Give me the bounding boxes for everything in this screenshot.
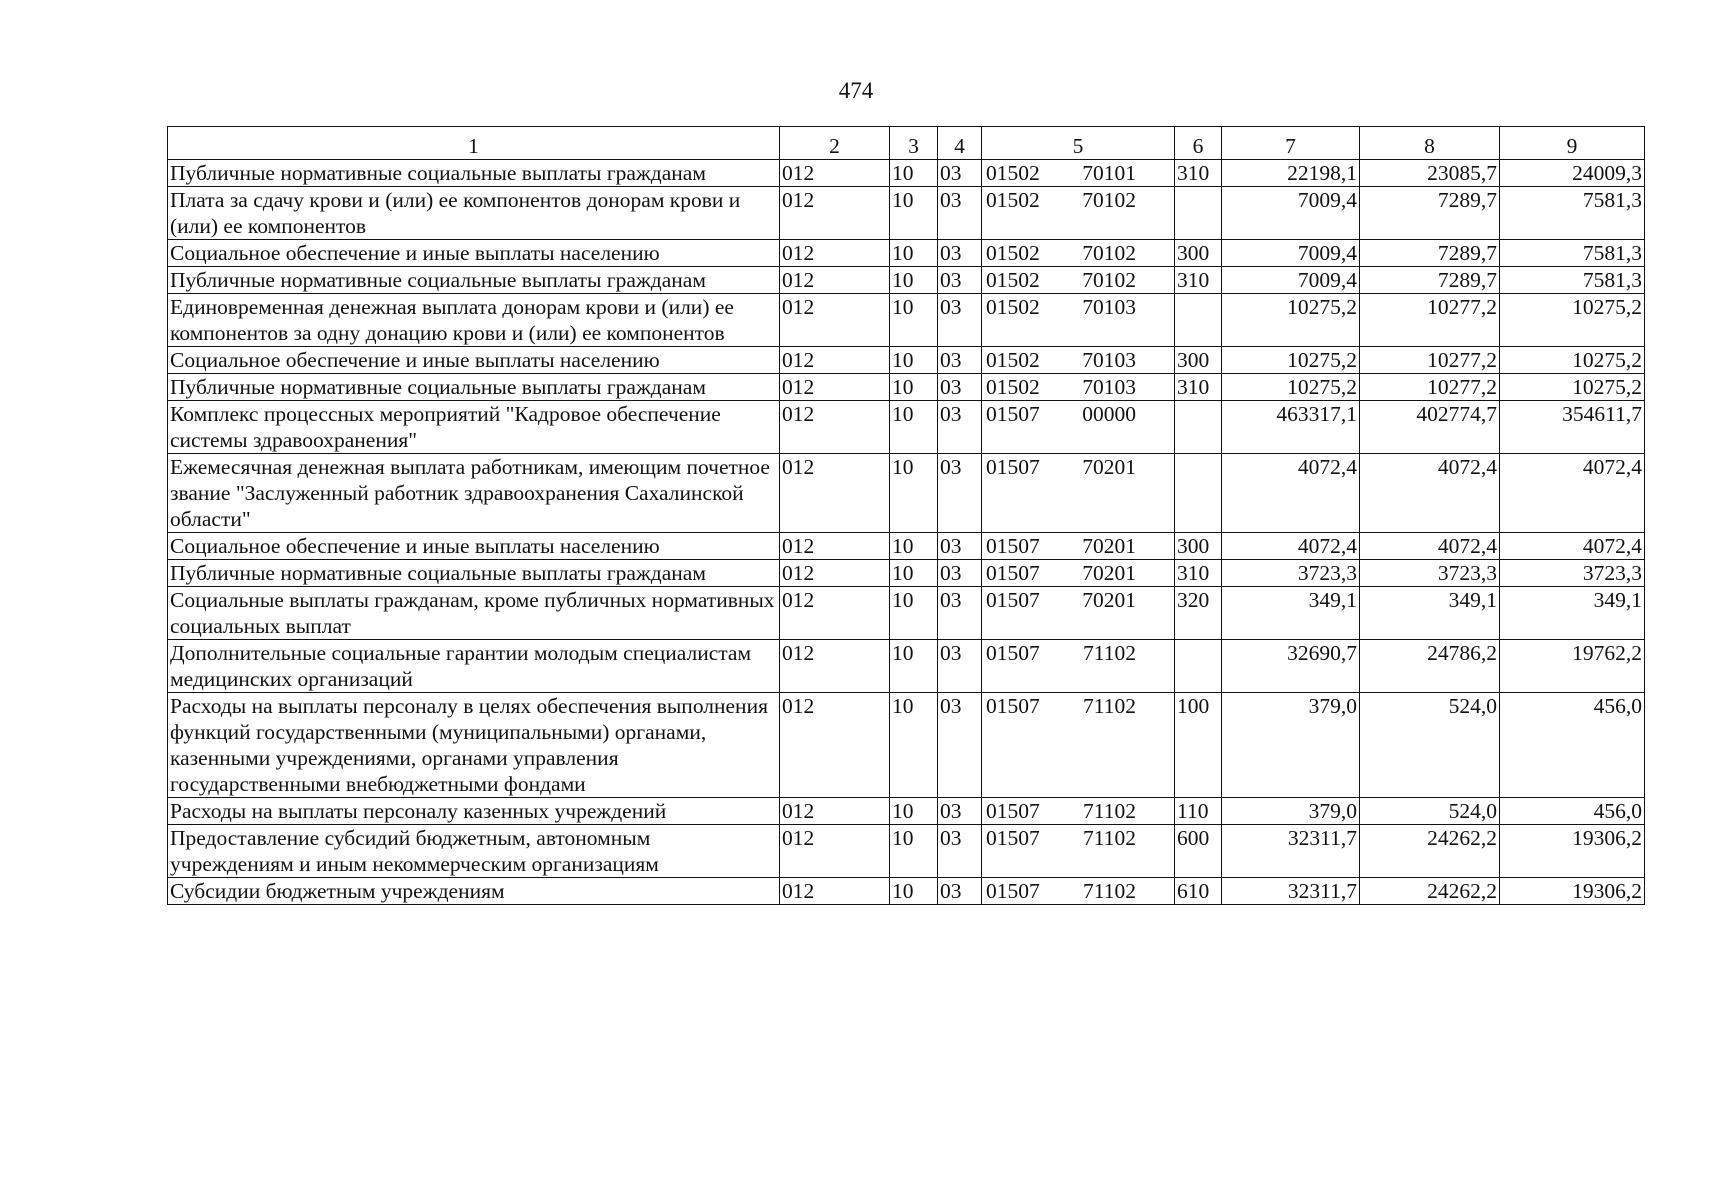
amount-col-8: 4072,4 — [1360, 454, 1500, 533]
code-subsection: 03 — [938, 533, 982, 560]
code-target-article — [982, 187, 1175, 240]
code-expense-type — [1175, 401, 1222, 454]
header-col-5: 5 — [982, 127, 1175, 160]
amount-col-9: 354611,7 — [1500, 401, 1645, 454]
amount-col-9: 10275,2 — [1500, 294, 1645, 347]
code-target-article — [982, 401, 1175, 454]
amount-col-7: 4072,4 — [1222, 454, 1360, 533]
code-expense-type: 310 — [1175, 267, 1222, 294]
target-article-direction: 70201 — [1082, 561, 1136, 585]
code-subsection: 03 — [938, 347, 982, 374]
amount-col-8: 402774,7 — [1360, 401, 1500, 454]
code-target-article — [982, 454, 1175, 533]
header-col-2: 2 — [780, 127, 890, 160]
target-article-program: 01507 — [986, 455, 1040, 479]
target-article-program: 01507 — [986, 402, 1040, 426]
code-target-article — [982, 825, 1175, 878]
table-row — [168, 560, 1645, 587]
target-article-pair — [984, 825, 1172, 851]
code-subsection: 03 — [938, 267, 982, 294]
header-col-1: 1 — [168, 127, 780, 160]
target-article-direction: 71102 — [1083, 694, 1136, 718]
amount-col-8: 3723,3 — [1360, 560, 1500, 587]
row-name: Расходы на выплаты персоналу казенных учреждений — [168, 798, 780, 825]
header-row — [168, 127, 1645, 160]
code-subsection: 03 — [938, 693, 982, 798]
header-col-9: 9 — [1500, 127, 1645, 160]
table-row — [168, 454, 1645, 533]
code-target-article — [982, 240, 1175, 267]
code-section: 10 — [890, 160, 938, 187]
target-article-pair — [984, 294, 1172, 320]
code-section: 10 — [890, 587, 938, 640]
code-expense-type: 310 — [1175, 560, 1222, 587]
code-expense-type: 300 — [1175, 533, 1222, 560]
amount-col-7: 463317,1 — [1222, 401, 1360, 454]
amount-col-8: 7289,7 — [1360, 240, 1500, 267]
target-article-program: 01502 — [986, 188, 1040, 212]
code-ministry: 012 — [780, 267, 890, 294]
table-row — [168, 187, 1645, 240]
code-subsection: 03 — [938, 401, 982, 454]
amount-col-8: 23085,7 — [1360, 160, 1500, 187]
target-article-direction: 71102 — [1083, 799, 1136, 823]
code-ministry: 012 — [780, 347, 890, 374]
row-name: Единовременная денежная выплата донорам крови и (или) ее компонентов за одну донацию крови и (или) ее компонентов — [168, 294, 780, 347]
amount-col-9: 456,0 — [1500, 798, 1645, 825]
target-article-direction: 70101 — [1082, 161, 1136, 185]
target-article-direction: 70102 — [1082, 241, 1136, 265]
amount-col-8: 10277,2 — [1360, 294, 1500, 347]
code-expense-type: 300 — [1175, 240, 1222, 267]
code-subsection: 03 — [938, 187, 982, 240]
code-subsection: 03 — [938, 640, 982, 693]
amount-col-9: 7581,3 — [1500, 267, 1645, 294]
code-expense-type: 300 — [1175, 347, 1222, 374]
row-name: Публичные нормативные социальные выплаты гражданам — [168, 267, 780, 294]
row-name: Социальное обеспечение и иные выплаты населению — [168, 533, 780, 560]
code-target-article — [982, 587, 1175, 640]
code-target-article — [982, 267, 1175, 294]
code-section: 10 — [890, 347, 938, 374]
code-section: 10 — [890, 693, 938, 798]
code-ministry: 012 — [780, 560, 890, 587]
row-name: Плата за сдачу крови и (или) ее компонентов донорам крови и (или) ее компонентов — [168, 187, 780, 240]
target-article-pair — [984, 401, 1172, 427]
code-ministry: 012 — [780, 374, 890, 401]
code-expense-type: 610 — [1175, 878, 1222, 905]
row-name: Социальное обеспечение и иные выплаты населению — [168, 240, 780, 267]
code-subsection: 03 — [938, 798, 982, 825]
amount-col-9: 10275,2 — [1500, 374, 1645, 401]
code-ministry: 012 — [780, 640, 890, 693]
table-row — [168, 533, 1645, 560]
code-subsection: 03 — [938, 878, 982, 905]
amount-col-7: 379,0 — [1222, 693, 1360, 798]
target-article-direction: 70103 — [1082, 348, 1136, 372]
table-row — [168, 240, 1645, 267]
target-article-program: 01502 — [986, 268, 1040, 292]
table-row — [168, 347, 1645, 374]
target-article-program: 01507 — [986, 694, 1040, 718]
page-number: 474 — [838, 78, 874, 103]
amount-col-8: 10277,2 — [1360, 374, 1500, 401]
code-section: 10 — [890, 187, 938, 240]
amount-col-9: 456,0 — [1500, 693, 1645, 798]
header-col-3: 3 — [890, 127, 938, 160]
row-name: Ежемесячная денежная выплата работникам, имеющим почетное звание "Заслуженный работник здравоохранения Сахалинской области" — [168, 454, 780, 533]
code-section: 10 — [890, 640, 938, 693]
code-ministry: 012 — [780, 240, 890, 267]
target-article-direction: 70103 — [1082, 295, 1136, 319]
amount-col-7: 4072,4 — [1222, 533, 1360, 560]
target-article-direction: 70201 — [1082, 455, 1136, 479]
row-name: Публичные нормативные социальные выплаты гражданам — [168, 160, 780, 187]
code-section: 10 — [890, 294, 938, 347]
amount-col-7: 32311,7 — [1222, 878, 1360, 905]
target-article-pair — [984, 560, 1172, 586]
target-article-program: 01502 — [986, 241, 1040, 265]
amount-col-9: 349,1 — [1500, 587, 1645, 640]
target-article-pair — [984, 587, 1172, 613]
code-expense-type: 320 — [1175, 587, 1222, 640]
amount-col-7: 10275,2 — [1222, 374, 1360, 401]
code-expense-type: 600 — [1175, 825, 1222, 878]
amount-col-9: 19306,2 — [1500, 825, 1645, 878]
code-section: 10 — [890, 825, 938, 878]
code-ministry: 012 — [780, 798, 890, 825]
target-article-program: 01507 — [986, 641, 1040, 665]
code-ministry: 012 — [780, 294, 890, 347]
target-article-program: 01507 — [986, 879, 1040, 903]
table-row — [168, 693, 1645, 798]
amount-col-8: 7289,7 — [1360, 187, 1500, 240]
target-article-direction: 71102 — [1083, 879, 1136, 903]
amount-col-7: 32690,7 — [1222, 640, 1360, 693]
amount-col-8: 24786,2 — [1360, 640, 1500, 693]
row-name: Социальное обеспечение и иные выплаты населению — [168, 347, 780, 374]
table-row — [168, 374, 1645, 401]
code-subsection: 03 — [938, 825, 982, 878]
amount-col-7: 349,1 — [1222, 587, 1360, 640]
code-subsection: 03 — [938, 374, 982, 401]
target-article-pair — [984, 693, 1172, 719]
code-target-article — [982, 878, 1175, 905]
amount-col-7: 379,0 — [1222, 798, 1360, 825]
code-target-article — [982, 798, 1175, 825]
target-article-pair — [984, 640, 1172, 666]
target-article-pair — [984, 374, 1172, 400]
amount-col-7: 10275,2 — [1222, 347, 1360, 374]
code-subsection: 03 — [938, 454, 982, 533]
code-expense-type: 110 — [1175, 798, 1222, 825]
target-article-pair — [984, 454, 1172, 480]
target-article-program: 01502 — [986, 375, 1040, 399]
code-subsection: 03 — [938, 160, 982, 187]
code-expense-type — [1175, 640, 1222, 693]
row-name: Публичные нормативные социальные выплаты гражданам — [168, 560, 780, 587]
code-section: 10 — [890, 560, 938, 587]
amount-col-7: 3723,3 — [1222, 560, 1360, 587]
amount-col-7: 7009,4 — [1222, 187, 1360, 240]
target-article-direction: 71102 — [1083, 641, 1136, 665]
code-ministry: 012 — [780, 533, 890, 560]
header-col-6: 6 — [1175, 127, 1222, 160]
target-article-pair — [984, 533, 1172, 559]
target-article-direction: 70102 — [1082, 188, 1136, 212]
table-row — [168, 640, 1645, 693]
row-name: Дополнительные социальные гарантии молодым специалистам медицинских организаций — [168, 640, 780, 693]
code-subsection: 03 — [938, 587, 982, 640]
target-article-direction: 70201 — [1082, 534, 1136, 558]
row-name: Субсидии бюджетным учреждениям — [168, 878, 780, 905]
target-article-program: 01502 — [986, 295, 1040, 319]
code-subsection: 03 — [938, 240, 982, 267]
amount-col-9: 24009,3 — [1500, 160, 1645, 187]
code-ministry: 012 — [780, 454, 890, 533]
target-article-pair — [984, 878, 1172, 904]
target-article-pair — [984, 240, 1172, 266]
code-expense-type — [1175, 187, 1222, 240]
amount-col-7: 7009,4 — [1222, 240, 1360, 267]
code-target-article — [982, 160, 1175, 187]
code-expense-type — [1175, 294, 1222, 347]
code-target-article — [982, 693, 1175, 798]
target-article-pair — [984, 798, 1172, 824]
code-section: 10 — [890, 401, 938, 454]
code-target-article — [982, 533, 1175, 560]
code-ministry: 012 — [780, 825, 890, 878]
header-col-7: 7 — [1222, 127, 1360, 160]
table-row — [168, 267, 1645, 294]
amount-col-9: 4072,4 — [1500, 533, 1645, 560]
target-article-program: 01502 — [986, 348, 1040, 372]
row-name: Публичные нормативные социальные выплаты гражданам — [168, 374, 780, 401]
code-expense-type: 310 — [1175, 160, 1222, 187]
code-ministry: 012 — [780, 401, 890, 454]
code-section: 10 — [890, 798, 938, 825]
target-article-program: 01507 — [986, 826, 1040, 850]
header-col-8: 8 — [1360, 127, 1500, 160]
code-subsection: 03 — [938, 294, 982, 347]
target-article-program: 01507 — [986, 561, 1040, 585]
amount-col-8: 524,0 — [1360, 693, 1500, 798]
row-name: Предоставление субсидий бюджетным, автономным учреждениям и иным некоммерческим организациям — [168, 825, 780, 878]
row-name: Расходы на выплаты персоналу в целях обеспечения выполнения функций государственными (муниципальными) органами, казенными учреждениями, органами управления государственными внебюджетными фондами — [168, 693, 780, 798]
table-row — [168, 294, 1645, 347]
target-article-pair — [984, 187, 1172, 213]
amount-col-8: 4072,4 — [1360, 533, 1500, 560]
amount-col-9: 7581,3 — [1500, 187, 1645, 240]
table-row — [168, 825, 1645, 878]
target-article-direction: 70102 — [1082, 268, 1136, 292]
target-article-direction: 71102 — [1083, 826, 1136, 850]
code-subsection: 03 — [938, 560, 982, 587]
amount-col-9: 19306,2 — [1500, 878, 1645, 905]
target-article-program: 01507 — [986, 588, 1040, 612]
header-col-4: 4 — [938, 127, 982, 160]
amount-col-9: 7581,3 — [1500, 240, 1645, 267]
amount-col-8: 7289,7 — [1360, 267, 1500, 294]
amount-col-8: 24262,2 — [1360, 878, 1500, 905]
code-ministry: 012 — [780, 160, 890, 187]
code-ministry: 012 — [780, 587, 890, 640]
code-target-article — [982, 560, 1175, 587]
target-article-direction: 70103 — [1082, 375, 1136, 399]
amount-col-9: 3723,3 — [1500, 560, 1645, 587]
target-article-program: 01507 — [986, 534, 1040, 558]
target-article-direction: 70201 — [1082, 588, 1136, 612]
code-ministry: 012 — [780, 878, 890, 905]
table-row — [168, 878, 1645, 905]
table-row — [168, 798, 1645, 825]
code-target-article — [982, 294, 1175, 347]
budget-table — [167, 126, 1645, 905]
code-section: 10 — [890, 533, 938, 560]
amount-col-7: 10275,2 — [1222, 294, 1360, 347]
table-row — [168, 160, 1645, 187]
code-section: 10 — [890, 454, 938, 533]
amount-col-7: 32311,7 — [1222, 825, 1360, 878]
target-article-pair — [984, 347, 1172, 373]
amount-col-9: 4072,4 — [1500, 454, 1645, 533]
target-article-pair — [984, 160, 1172, 186]
code-target-article — [982, 347, 1175, 374]
row-name: Социальные выплаты гражданам, кроме публичных нормативных социальных выплат — [168, 587, 780, 640]
amount-col-9: 10275,2 — [1500, 347, 1645, 374]
target-article-direction: 00000 — [1082, 402, 1136, 426]
code-section: 10 — [890, 878, 938, 905]
target-article-program: 01507 — [986, 799, 1040, 823]
row-name: Комплекс процессных мероприятий "Кадровое обеспечение системы здравоохранения" — [168, 401, 780, 454]
amount-col-8: 524,0 — [1360, 798, 1500, 825]
code-section: 10 — [890, 240, 938, 267]
code-expense-type — [1175, 454, 1222, 533]
amount-col-8: 349,1 — [1360, 587, 1500, 640]
table-row — [168, 587, 1645, 640]
code-target-article — [982, 374, 1175, 401]
code-expense-type: 310 — [1175, 374, 1222, 401]
code-target-article — [982, 640, 1175, 693]
code-expense-type: 100 — [1175, 693, 1222, 798]
target-article-pair — [984, 267, 1172, 293]
amount-col-8: 10277,2 — [1360, 347, 1500, 374]
amount-col-9: 19762,2 — [1500, 640, 1645, 693]
code-section: 10 — [890, 374, 938, 401]
code-ministry: 012 — [780, 187, 890, 240]
code-section: 10 — [890, 267, 938, 294]
code-ministry: 012 — [780, 693, 890, 798]
table-body — [168, 160, 1645, 905]
amount-col-7: 7009,4 — [1222, 267, 1360, 294]
amount-col-7: 22198,1 — [1222, 160, 1360, 187]
target-article-program: 01502 — [986, 161, 1040, 185]
table-row — [168, 401, 1645, 454]
amount-col-8: 24262,2 — [1360, 825, 1500, 878]
